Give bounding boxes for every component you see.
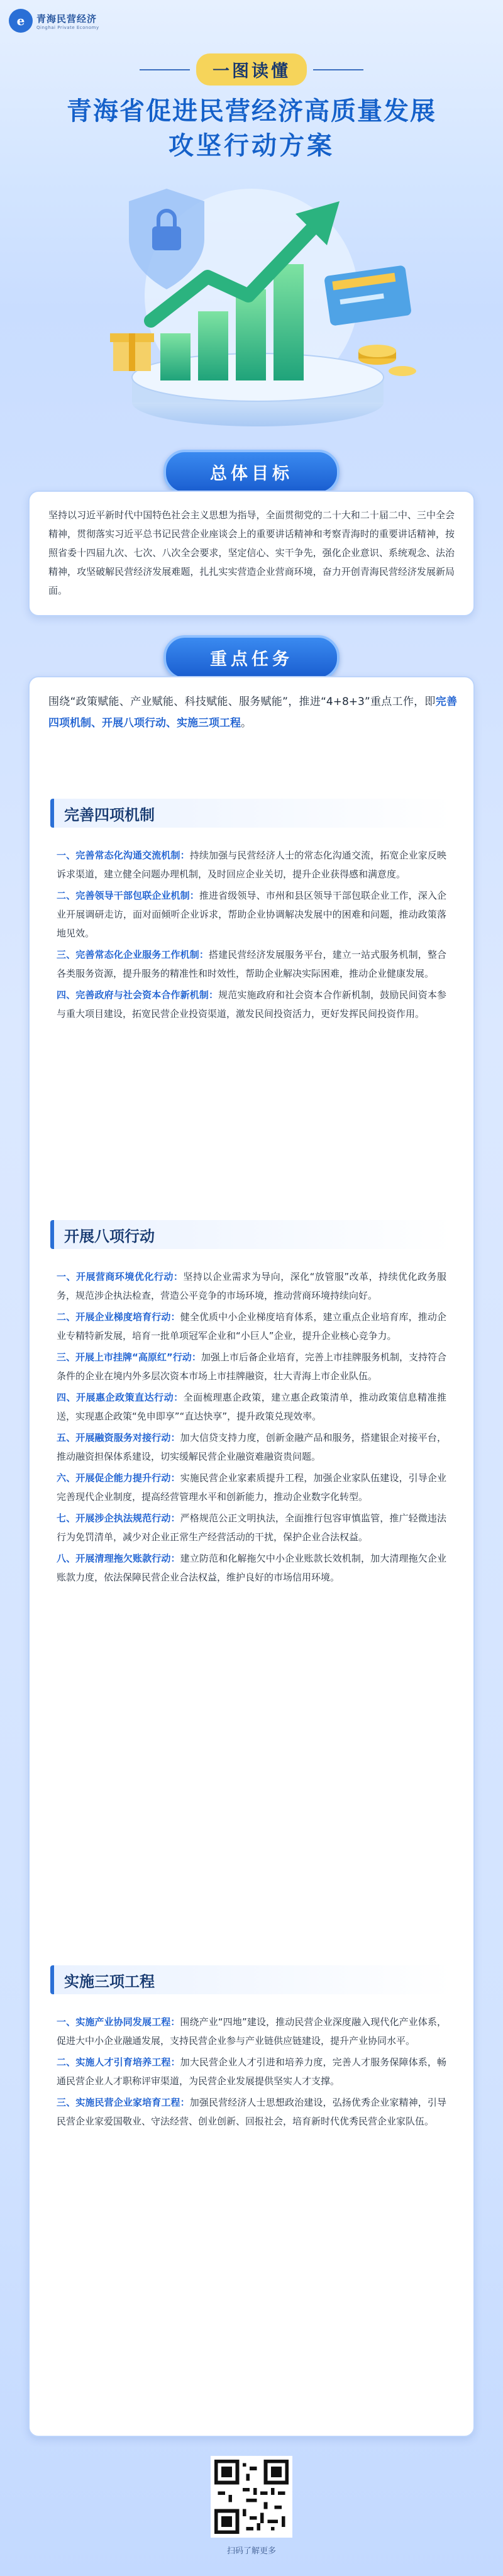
mech-label: 完善四项机制 — [64, 805, 155, 824]
action-item-title: 五、开展融资服务对接行动： — [57, 1432, 180, 1443]
tasks-intro — [48, 691, 457, 734]
project-item-body: 加强民营经济人士思想政治建设，弘扬优秀企业家精神，引导民营企业家爱国敬业、守法经营、创业创新、回报社会，培育新时代优秀民营企业家队伍。 — [57, 2097, 446, 2127]
mech-item — [57, 846, 446, 884]
qr-caption: 扫码了解更多 — [226, 2546, 276, 2556]
action-item-title: 七、开展涉企执法规范行动： — [57, 1513, 180, 1524]
goal-card — [28, 491, 475, 616]
actions-label: 开展八项行动 — [64, 1226, 155, 1245]
project-item-body: 加大民营企业人才引进和培养力度，完善人才服务保障体系，畅通民营企业人才职称评审渠道，为民营企业发展提供坚实人才支撑。 — [57, 2057, 446, 2087]
hero-illustration — [0, 151, 503, 440]
action-item — [57, 1267, 446, 1305]
projects-list — [57, 2012, 446, 2133]
tasks-intro-end: 。 — [241, 717, 252, 730]
action-item-body: 全面梳理惠企政策，建立惠企政策清单，推动政策信息精准推送，实现惠企政策“免申即享”“直达快享”，提升政策兑现效率。 — [57, 1392, 446, 1422]
action-item-body: 实施民营企业家素质提升工程，加强企业家队伍建设，引导企业完善现代企业制度，提高经营管理水平和创新能力，推动企业数字化转型。 — [57, 1472, 446, 1502]
action-item-title: 二、开展企业梯度培育行动： — [57, 1311, 180, 1323]
logo-mark-icon: e — [9, 9, 33, 33]
qr-code[interactable] — [211, 2456, 292, 2538]
action-item-title: 六、开展促企能力提升行动： — [57, 1472, 180, 1484]
goal-banner — [0, 450, 503, 494]
mech-item-body: 搭建民营经济发展服务平台，建立一站式服务机制，整合各类服务资源，提升服务的精准性和时效性，帮助企业解决实际困难，推动企业健康发展。 — [57, 949, 446, 979]
action-item — [57, 1388, 446, 1426]
mech-item — [57, 886, 446, 943]
project-item-title: 三、实施民营企业家培育工程： — [57, 2097, 190, 2108]
mech-item-title: 一、完善常态化沟通交流机制： — [57, 850, 190, 861]
action-item-body: 坚持以企业需求为导向，深化“放管服”改革，持续优化政务服务，规范涉企执法检查，营造公平竞争的市场环境，推动营商环境持续向好。 — [57, 1271, 446, 1301]
tasks-label: 重点任务 — [163, 635, 340, 680]
action-item-body: 加大信贷支持力度，创新金融产品和服务，搭建银企对接平台，推动融资担保体系建设，切实缓解民营企业融资难融资贵问题。 — [57, 1432, 446, 1462]
projects-label: 实施三项工程 — [64, 1972, 155, 1990]
action-item-body: 建立防范和化解拖欠中小企业账款长效机制，加大清理拖欠企业账款力度，依法保障民营企业合法权益，维护良好的市场信用环境。 — [57, 1553, 446, 1583]
goal-text: 坚持以习近平新时代中国特色社会主义思想为指导，全面贯彻党的二十大和二十届二中、三中全会精神，贯彻落实习近平总书记民营企业座谈会上的重要讲话精神和考察青海时的重要讲话精神，按照省委十四届九次、七次、八次全会要求，坚定信心、实干争先，强化企业意识、系统观念、法治精神，攻坚破解民营经济发展难题，扎扎实实营造企业营商环境，奋力开创青海民营经济发展新局面。 — [48, 509, 455, 596]
actions-list — [57, 1267, 446, 1589]
action-item-body: 加强上市后备企业培育，完善上市挂牌服务机制，支持符合条件的企业在境内外多层次资本市场上市挂牌融资，壮大青海上市企业队伍。 — [57, 1352, 446, 1382]
mech-item-body: 推进省级领导、市州和县区领导干部包联企业工作，深入企业开展调研走访，面对面倾听企业诉求，帮助企业协调解决发展中的困难和问题，推动政策落地见效。 — [57, 890, 446, 939]
mech-item-title: 二、完善领导干部包联企业机制： — [57, 890, 199, 901]
brand-logo — [9, 9, 99, 33]
action-item-body: 健全优质中小企业梯度培育体系，建立重点企业培育库，推动企业专精特新发展，培育一批单项冠军企业和“小巨人”企业，提升企业核心竞争力。 — [57, 1311, 446, 1341]
project-item — [57, 2093, 446, 2131]
tasks-banner — [0, 635, 503, 680]
action-item-title: 四、开展惠企政策直达行动： — [57, 1392, 184, 1403]
logo-en-text: Qinghai Private Economy — [36, 25, 99, 30]
tag-line-left — [140, 69, 190, 70]
action-item-title: 一、开展营商环境优化行动： — [57, 1271, 184, 1282]
tag-line-right — [313, 69, 363, 70]
tag-pill: 一图读懂 — [196, 53, 307, 86]
tasks-intro-highlight: 完善四项机制、开展八项行动、实施三项工程 — [48, 696, 457, 730]
qr-code-icon — [214, 2460, 289, 2534]
action-item — [57, 1348, 446, 1385]
mech-item — [57, 945, 446, 983]
read-tag — [0, 53, 503, 86]
mech-item-body: 规范实施政府和社会资本合作新机制，鼓励民间资本参与重大项目建设，拓宽民营企业投资渠道，激发民间投资活力，更好发挥民间投资作用。 — [57, 989, 446, 1019]
mech-item — [57, 985, 446, 1023]
actions-section-head — [50, 1220, 453, 1249]
action-item — [57, 1509, 446, 1546]
action-item-title: 八、开展清理拖欠账款行动： — [57, 1553, 180, 1564]
mech-item-title: 四、完善政府与社会资本合作新机制： — [57, 989, 219, 1001]
projects-section-head — [50, 1965, 453, 1994]
action-item-title: 三、开展上市挂牌“高原红”行动： — [57, 1352, 201, 1363]
gift-box-icon — [110, 333, 154, 371]
action-item — [57, 1307, 446, 1345]
action-item-body: 严格规范公正文明执法，全面推行包容审慎监管，推广轻微违法行为免罚清单，减少对企业正常生产经营活动的干扰，保护企业合法权益。 — [57, 1513, 446, 1543]
mech-section-head — [50, 799, 453, 828]
action-item — [57, 1549, 446, 1587]
mech-item-body: 持续加强与民营经济人士的常态化沟通交流，拓宽企业家反映诉求渠道，建立健全问题办理机制，及时回应企业关切，提升企业获得感和满意度。 — [57, 850, 446, 880]
project-item-body: 围绕产业“四地”建设，推动民营企业深度融入现代化产业体系，促进大中小企业融通发展，支持民营企业参与产业链供应链建设，提升产业协同水平。 — [57, 2016, 446, 2046]
project-item-title: 一、实施产业协同发展工程： — [57, 2016, 180, 2028]
project-item — [57, 2012, 446, 2050]
action-item — [57, 1428, 446, 1466]
page-title: 青海省促进民营经济高质量发展 — [67, 96, 436, 126]
goal-label: 总体目标 — [163, 450, 340, 494]
logo-cn-text: 青海民营经济 — [36, 13, 97, 25]
mech-item-title: 三、完善常态化企业服务工作机制： — [57, 949, 209, 960]
tasks-intro-text: 围绕“政策赋能、产业赋能、科技赋能、服务赋能”，推进“4+8+3”重点工作，即 — [48, 696, 436, 708]
action-item — [57, 1468, 446, 1506]
mech-list — [57, 846, 446, 1026]
project-item-title: 二、实施人才引育培养工程： — [57, 2057, 180, 2068]
project-item — [57, 2053, 446, 2090]
page-subtitle: 攻坚行动方案 — [169, 131, 334, 160]
